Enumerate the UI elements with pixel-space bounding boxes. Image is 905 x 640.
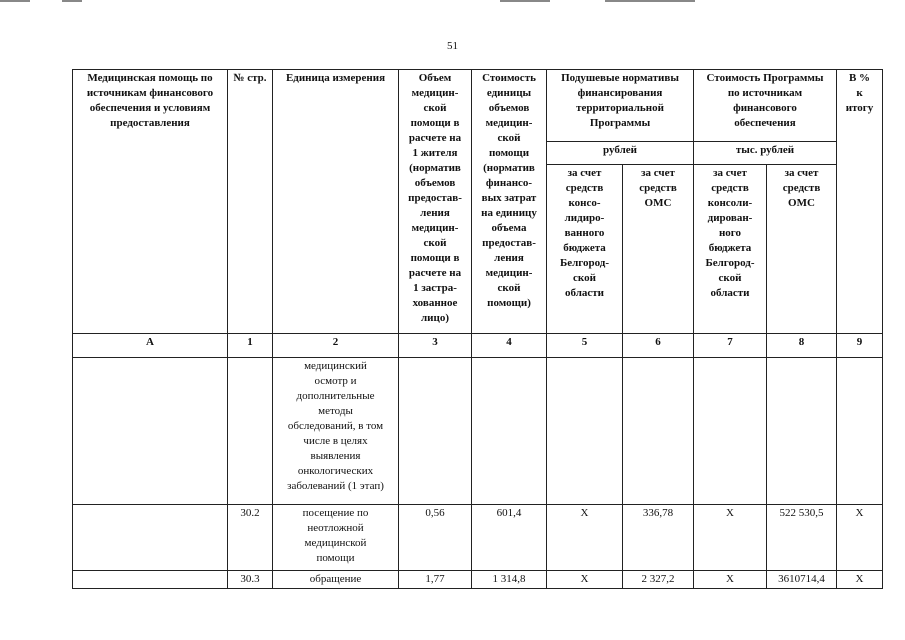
cell-volume: 1,77	[399, 571, 472, 589]
cell-per-capita-oms	[623, 358, 694, 505]
table-row	[73, 358, 883, 505]
header-unit-cost: Стоимость единицы объемов медицин- ской помощи (норматив финансо- вых затрат на единицу объема предостав- ления медицин- ской помощи)	[472, 70, 547, 334]
cell-per-capita-oms: 336,78	[623, 505, 694, 571]
table-row	[73, 505, 883, 571]
cell-cost-budget: Х	[694, 505, 767, 571]
header-cost-oms: за счет средств ОМС	[767, 165, 837, 334]
header-per-capita-group: Подушевые нормативы финансирования территориальной Программы	[547, 70, 694, 142]
column-number: 4	[472, 334, 547, 358]
column-number: 7	[694, 334, 767, 358]
cell-cost-budget	[694, 358, 767, 505]
header-percent: В % к итогу	[837, 70, 883, 334]
column-number-row	[73, 334, 883, 358]
header-unit-rub: рублей	[547, 142, 694, 165]
cell-per-capita-oms: 2 327,2	[623, 571, 694, 589]
cell-percent	[837, 358, 883, 505]
column-number: 5	[547, 334, 623, 358]
cell-line-number	[228, 358, 273, 505]
header-line-number: № стр.	[228, 70, 273, 334]
scan-mark-center	[500, 0, 550, 2]
cell-volume: 0,56	[399, 505, 472, 571]
cell-cost-oms	[767, 358, 837, 505]
cell-line-number: 30.3	[228, 571, 273, 589]
header-care-type: Медицинская помощь по источникам финансового обеспечения и условиям предоставления	[73, 70, 228, 334]
table-row	[73, 571, 883, 589]
cell-unit-cost: 1 314,8	[472, 571, 547, 589]
column-number: 3	[399, 334, 472, 358]
header-per-capita-oms: за счет средств ОМС	[623, 165, 694, 334]
scan-mark-left-2	[62, 0, 82, 2]
column-number: А	[73, 334, 228, 358]
cell-unit-cost	[472, 358, 547, 505]
scan-mark-left	[0, 0, 30, 2]
header-cost-budget: за счет средств консоли- дирован- ного бюджета Белгород- ской области	[694, 165, 767, 334]
cell-unit: медицинский осмотр и дополнительные методы обследований, в том числе в целях выявления онкологических заболеваний (1 этап)	[273, 358, 399, 505]
cell-line-number: 30.2	[228, 505, 273, 571]
header-row-1	[73, 70, 883, 142]
cell-unit: обращение	[273, 571, 399, 589]
page-number: 51	[447, 40, 458, 52]
header-unit-thousand-rub: тыс. рублей	[694, 142, 837, 165]
cell-unit: посещение по неотложной медицинской помощи	[273, 505, 399, 571]
cell-per-capita-budget	[547, 358, 623, 505]
cell-cost-oms: 522 530,5	[767, 505, 837, 571]
cell-percent: Х	[837, 571, 883, 589]
column-number: 2	[273, 334, 399, 358]
cell-volume	[399, 358, 472, 505]
cell-care-type	[73, 571, 228, 589]
header-per-capita-budget: за счет средств консо- лидиро- ванного бюджета Белгород- ской области	[547, 165, 623, 334]
header-volume: Объем медицин- ской помощи в расчете на 1 жителя (норматив объемов предостав- ления медицин- ской помощи в расчете на 1 застра- хованное лицо)	[399, 70, 472, 334]
cell-care-type	[73, 505, 228, 571]
column-number: 6	[623, 334, 694, 358]
cell-unit-cost: 601,4	[472, 505, 547, 571]
cell-cost-oms: 3610714,4	[767, 571, 837, 589]
column-number: 1	[228, 334, 273, 358]
cell-cost-budget: Х	[694, 571, 767, 589]
cell-per-capita-budget: Х	[547, 571, 623, 589]
column-number: 8	[767, 334, 837, 358]
scan-mark-right	[605, 0, 695, 2]
cell-per-capita-budget: Х	[547, 505, 623, 571]
header-unit: Единица измерения	[273, 70, 399, 334]
header-program-cost-group: Стоимость Программы по источникам финансового обеспечения	[694, 70, 837, 142]
program-cost-table	[72, 69, 883, 589]
cell-care-type	[73, 358, 228, 505]
column-number: 9	[837, 334, 883, 358]
cell-percent: Х	[837, 505, 883, 571]
